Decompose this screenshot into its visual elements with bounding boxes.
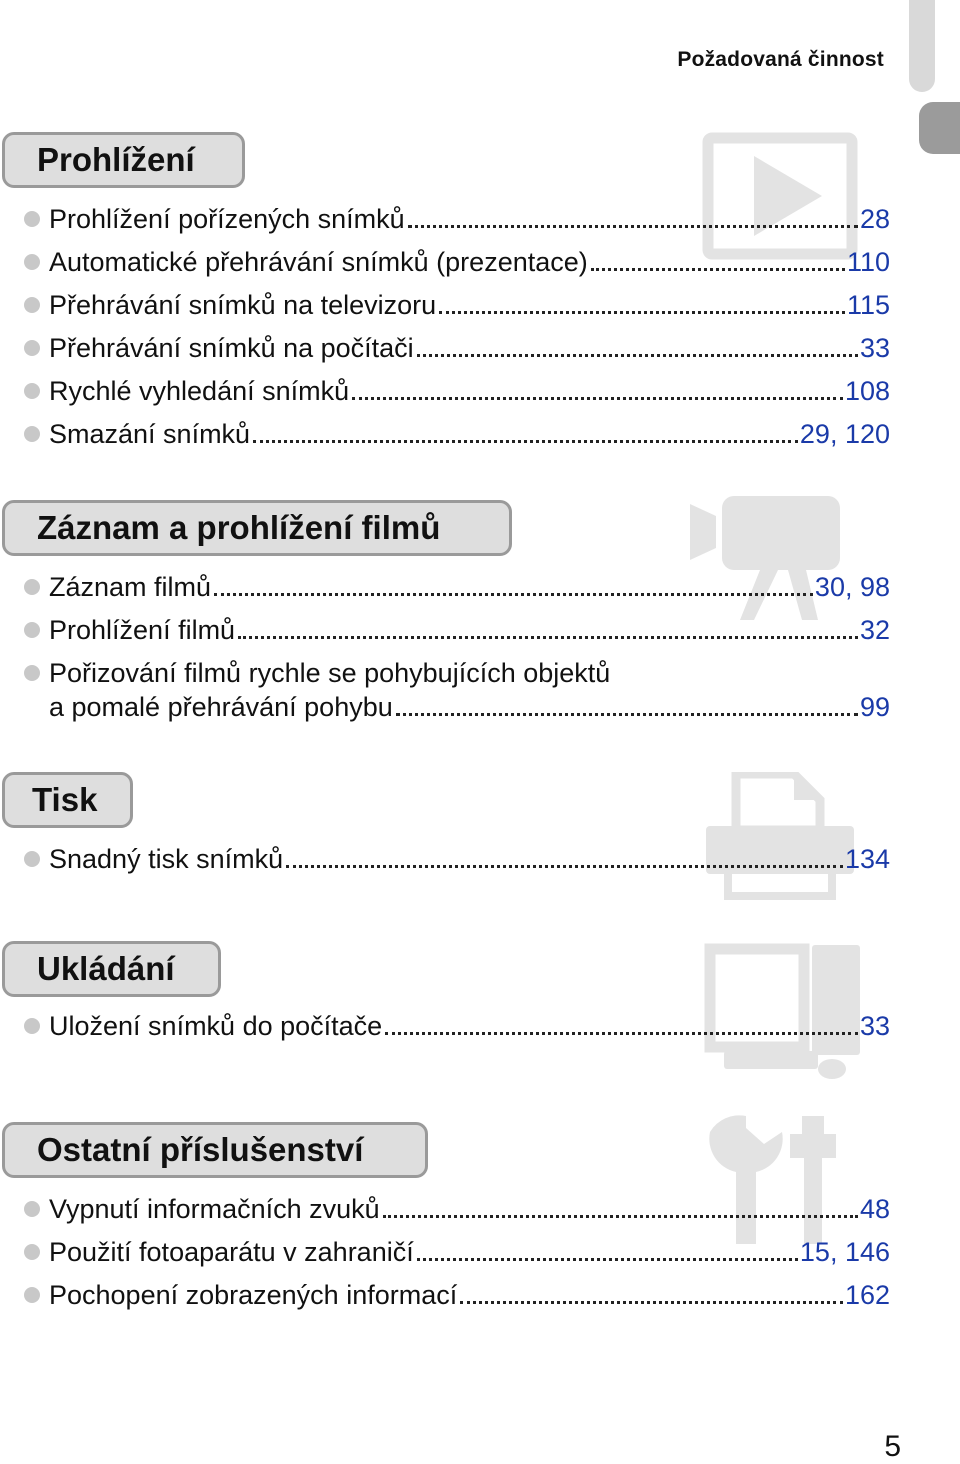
toc-entry[interactable] xyxy=(24,202,890,236)
bullet-icon xyxy=(24,851,40,867)
page-link[interactable]: 29, 120 xyxy=(799,419,890,449)
dot-leader xyxy=(352,397,843,400)
entry-label: Vypnutí informačních zvuků xyxy=(49,1194,380,1224)
section-heading: Ukládání xyxy=(2,941,221,997)
bullet-icon xyxy=(24,383,40,399)
toc-entry[interactable] xyxy=(24,842,890,876)
bullet-icon xyxy=(24,426,40,442)
section-heading: Prohlížení xyxy=(2,132,245,188)
printer-icon xyxy=(702,772,858,900)
bullet-icon xyxy=(24,1201,40,1217)
toc-entry[interactable] xyxy=(24,1009,890,1043)
chapter-edge-tab-active xyxy=(919,102,960,154)
toc-entry[interactable] xyxy=(24,1235,890,1269)
entry-label: Přehrávání snímků na televizoru xyxy=(49,290,437,320)
page-link[interactable]: 134 xyxy=(844,844,890,874)
section-heading: Tisk xyxy=(2,772,133,828)
toc-entry[interactable] xyxy=(24,1192,890,1226)
page-link[interactable]: 33 xyxy=(859,333,890,363)
dot-leader xyxy=(253,440,798,443)
entry-label: Rychlé vyhledání snímků xyxy=(49,376,350,406)
entry-label: Automatické přehrávání snímků (prezentace) xyxy=(49,247,588,277)
page-link[interactable]: 28 xyxy=(859,204,890,234)
dot-leader xyxy=(385,1032,858,1035)
section-heading: Záznam a prohlížení filmů xyxy=(2,500,512,556)
page-link[interactable]: 15, 146 xyxy=(799,1237,890,1267)
dot-leader xyxy=(214,593,813,596)
section-heading: Ostatní příslušenství xyxy=(2,1122,428,1178)
entry-label: Záznam filmů xyxy=(49,572,212,602)
toc-entry[interactable] xyxy=(24,417,890,451)
dot-leader xyxy=(396,713,858,716)
play-icon xyxy=(702,132,858,260)
toc-entry[interactable] xyxy=(24,331,890,365)
toc-entry[interactable] xyxy=(24,656,890,724)
entry-label-continued: a pomalé přehrávání pohybu xyxy=(49,692,393,722)
dot-leader xyxy=(238,636,858,639)
dot-leader xyxy=(591,268,845,271)
entry-multiline xyxy=(49,656,890,724)
bullet-icon xyxy=(24,1018,40,1034)
entry-label: Snadný tisk snímků xyxy=(49,844,284,874)
page-link[interactable]: 110 xyxy=(846,247,890,277)
entry-label: Pořizování filmů rychle se pohybujících objektů xyxy=(49,658,611,688)
bullet-icon xyxy=(24,340,40,356)
entry-label: Použití fotoaparátu v zahraničí xyxy=(49,1237,414,1267)
page-link[interactable]: 30, 98 xyxy=(814,572,890,602)
page-link[interactable]: 162 xyxy=(844,1280,890,1310)
page-number: 5 xyxy=(884,1430,901,1463)
toc-entry[interactable] xyxy=(24,374,890,408)
page-link[interactable]: 32 xyxy=(859,615,890,645)
dot-leader xyxy=(286,865,843,868)
bullet-icon xyxy=(24,1287,40,1303)
dot-leader xyxy=(460,1301,843,1304)
chapter-edge-tab xyxy=(909,0,935,92)
page-link[interactable]: 48 xyxy=(859,1194,890,1224)
toc-entry[interactable] xyxy=(24,613,890,647)
entry-label: Smazání snímků xyxy=(49,419,251,449)
page-link[interactable]: 99 xyxy=(859,692,890,722)
page-link[interactable]: 115 xyxy=(846,290,890,320)
dot-leader xyxy=(383,1215,858,1218)
toc-entry[interactable] xyxy=(24,570,890,604)
toc-entry[interactable] xyxy=(24,1278,890,1312)
entry-label: Přehrávání snímků na počítači xyxy=(49,333,414,363)
page-link[interactable]: 33 xyxy=(859,1011,890,1041)
bullet-icon xyxy=(24,211,40,227)
bullet-icon xyxy=(24,1244,40,1260)
bullet-icon xyxy=(24,665,40,681)
dot-leader xyxy=(417,354,858,357)
toc-entry[interactable] xyxy=(24,288,890,322)
bullet-icon xyxy=(24,297,40,313)
toc-entry[interactable] xyxy=(24,245,890,279)
page-link[interactable]: 108 xyxy=(844,376,890,406)
bullet-icon xyxy=(24,254,40,270)
entry-second-line xyxy=(49,690,890,724)
bullet-icon xyxy=(24,622,40,638)
header-title: Požadovaná činnost xyxy=(677,48,884,71)
bullet-icon xyxy=(24,579,40,595)
entry-label: Prohlížení pořízených snímků xyxy=(49,204,405,234)
dot-leader xyxy=(408,225,858,228)
entry-label: Uložení snímků do počítače xyxy=(49,1011,383,1041)
dot-leader xyxy=(417,1258,798,1261)
dot-leader xyxy=(439,311,845,314)
entry-label: Pochopení zobrazených informací xyxy=(49,1280,458,1310)
entry-label: Prohlížení filmů xyxy=(49,615,236,645)
